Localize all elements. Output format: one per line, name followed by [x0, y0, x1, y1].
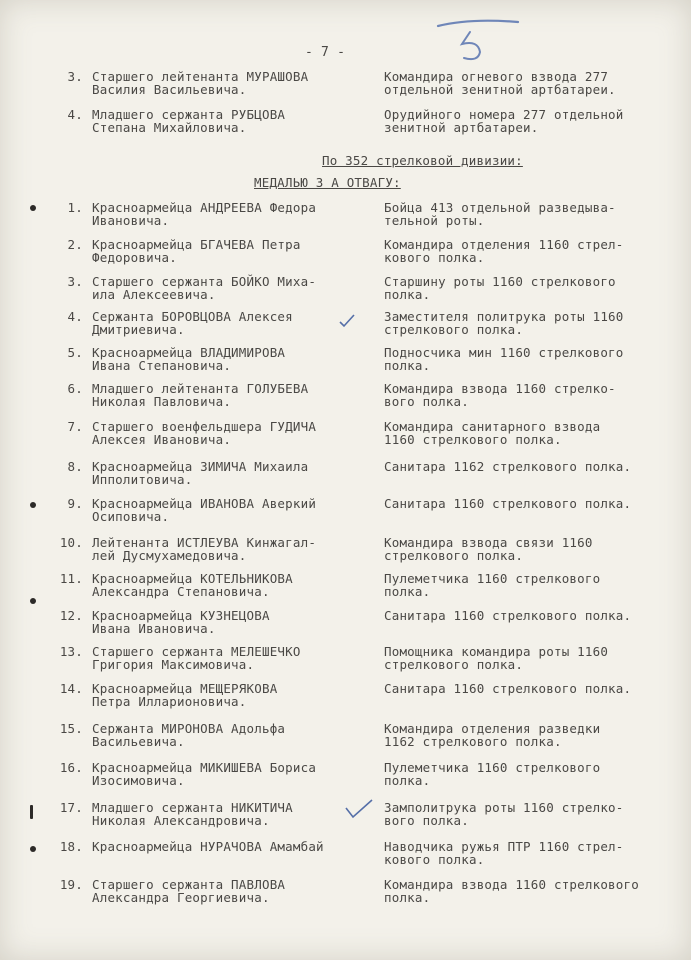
entry-role: Командира огневого взвода 277 отдельной зенитной артбатареи. [384, 69, 616, 97]
entry-role: Орудийного номера 277 отдельной зенитной артбатареи. [384, 107, 624, 135]
entry-name: Красноармейца МИКИШЕВА Бориса Изосимовича. [92, 760, 317, 788]
checkmark-icon [338, 313, 356, 329]
entry-role: Заместителя политрука роты 1160 стрелкового полка. [384, 309, 624, 337]
medal-heading: МЕДАЛЬЮ З А ОТВАГУ: [254, 175, 401, 190]
entry-role: Бойца 413 отдельной разведыва- тельной роты. [384, 200, 616, 228]
entry-number: 6. [67, 381, 83, 396]
entry-name: Младшего сержанта РУБЦОВА Степана Михайловича. [92, 107, 286, 135]
entry-name: Красноармейца АНДРЕЕВА Федора Ивановича. [92, 200, 317, 228]
entry-number: 17. [59, 800, 83, 815]
margin-tick-icon [30, 805, 33, 819]
entry-role: Санитара 1160 стрелкового полка. [384, 608, 632, 623]
entry-number: 3. [67, 69, 83, 84]
entry-role: Командира взвода 1160 стрелко- вого полка. [384, 381, 616, 409]
entry-number: 18. [59, 839, 83, 854]
entry-name: Красноармейца НУРАЧОВА Амамбай [92, 839, 324, 854]
entry-role: Пулеметчика 1160 стрелкового полка. [384, 760, 601, 788]
entry-number: 13. [59, 644, 83, 659]
page-number: - 7 - [305, 45, 346, 60]
entry-number: 14. [59, 681, 83, 696]
entry-name: Старшего сержанта ПАВЛОВА Александра Георгиевича. [92, 877, 286, 905]
entry-role: Командира взвода 1160 стрелкового полка. [384, 877, 639, 905]
blue-pen-mark-icon [430, 14, 550, 74]
entry-name: Красноармейца МЕЩЕРЯКОВА Петра Илларионовича. [92, 681, 278, 709]
entry-role: Санитара 1160 стрелкового полка. [384, 496, 632, 511]
entry-role: Замполитрука роты 1160 стрелко- вого полка. [384, 800, 624, 828]
entry-name: Старшего лейтенанта МУРАШОВА Василия Васильевича. [92, 69, 309, 97]
entry-number: 4. [67, 309, 83, 324]
entry-name: Красноармейца ВЛАДИМИРОВА Ивана Степановича. [92, 345, 286, 373]
entry-role: Наводчика ружья ПТР 1160 стрел- кового полка. [384, 839, 624, 867]
entry-name: Красноармейца КОТЕЛЬНИКОВА Александра Степановича. [92, 571, 293, 599]
entry-name: Сержанта МИРОНОВА Адольфа Васильевича. [92, 721, 286, 749]
entry-name: Красноармейца ИВАНОВА Аверкий Осиповича. [92, 496, 317, 524]
entry-name: Лейтенанта ИСТЛЕУВА Кинжагал- лей Дусмухамедовича. [92, 535, 317, 563]
entry-name: Красноармейца ЗИМИЧА Михаила Ипполитовича. [92, 459, 309, 487]
entry-role: Командира отделения 1160 стрел- кового полка. [384, 237, 624, 265]
entry-name: Старшего сержанта БОЙКО Миха- ила Алексеевича. [92, 274, 317, 302]
entry-name: Сержанта БОРОВЦОВА Алексея Дмитриевича. [92, 309, 293, 337]
entry-name: Младшего сержанта НИКИТИЧА Николая Александровича. [92, 800, 293, 828]
margin-dot-icon [30, 205, 36, 211]
entry-number: 5. [67, 345, 83, 360]
entry-role: Подносчика мин 1160 стрелкового полка. [384, 345, 624, 373]
entry-number: 2. [67, 237, 83, 252]
entry-name: Старшего военфельдшера ГУДИЧА Алексея Ивановича. [92, 419, 317, 447]
entry-role: Санитара 1160 стрелкового полка. [384, 681, 632, 696]
entry-number: 4. [67, 107, 83, 122]
entry-role: Санитара 1162 стрелкового полка. [384, 459, 632, 474]
entry-role: Помощника командира роты 1160 стрелкового полка. [384, 644, 609, 672]
entry-number: 8. [67, 459, 83, 474]
entry-number: 19. [59, 877, 83, 892]
entry-number: 12. [59, 608, 83, 623]
entry-number: 11. [59, 571, 83, 586]
entry-role: Старшину роты 1160 стрелкового полка. [384, 274, 616, 302]
entry-role: Командира взвода связи 1160 стрелкового полка. [384, 535, 593, 563]
entry-name: Младшего лейтенанта ГОЛУБЕВА Николая Павловича. [92, 381, 309, 409]
entry-role: Командира санитарного взвода 1160 стрелкового полка. [384, 419, 601, 447]
entry-number: 15. [59, 721, 83, 736]
entry-name: Красноармейца БГАЧЕВА Петра Федоровича. [92, 237, 301, 265]
entry-number: 3. [67, 274, 83, 289]
checkmark-icon [344, 798, 374, 820]
entry-number: 7. [67, 419, 83, 434]
margin-dot-icon [30, 502, 36, 508]
margin-dot-icon [30, 846, 36, 852]
entry-number: 1. [67, 200, 83, 215]
entry-number: 10. [59, 535, 83, 550]
entry-name: Красноармейца КУЗНЕЦОВА Ивана Ивановича. [92, 608, 270, 636]
entry-role: Командира отделения разведки 1162 стрелкового полка. [384, 721, 601, 749]
entry-number: 9. [67, 496, 83, 511]
entry-name: Старшего сержанта МЕЛЕШЕЧКО Григория Максимовича. [92, 644, 301, 672]
entry-number: 16. [59, 760, 83, 775]
margin-dot-icon [30, 598, 36, 604]
division-heading: По 352 стрелковой дивизии: [322, 153, 523, 168]
entry-role: Пулеметчика 1160 стрелкового полка. [384, 571, 601, 599]
